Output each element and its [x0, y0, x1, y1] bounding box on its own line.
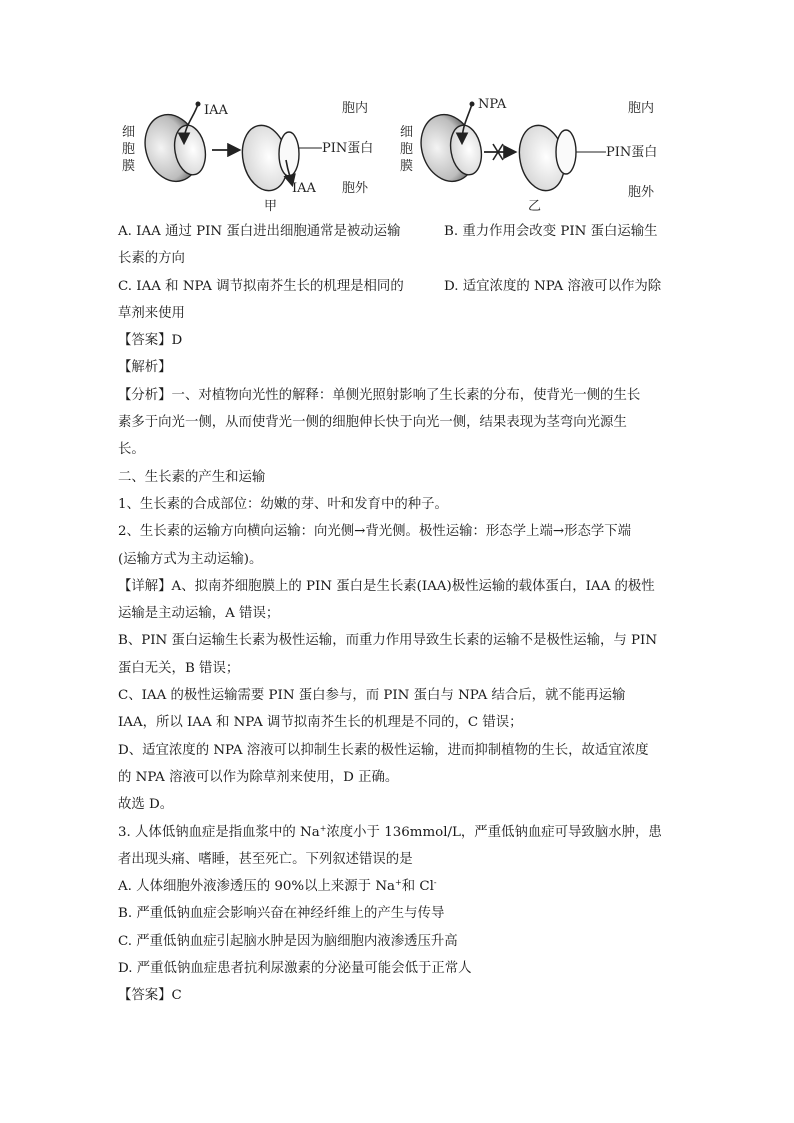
document-body	[118, 218, 678, 1010]
iaa-out-label: IAA	[292, 181, 316, 196]
analysis-line: C、IAA 的极性运输需要 PIN 蛋白参与，而 PIN 蛋白与 NPA 结合后，就不能再运输	[118, 688, 626, 704]
cell-pin-open-left	[237, 121, 299, 195]
option-b-line1: B. 重力作用会改变 PIN 蛋白运输生	[444, 224, 658, 239]
outside-label-left: 胞外	[342, 181, 369, 196]
option-d-line1: D. 适宜浓度的 NPA 溶液可以作为除	[444, 278, 662, 294]
analysis-line: 蛋白无关，B 错误；	[118, 660, 240, 676]
analysis-line: 1、生长素的合成部位：幼嫩的芽、叶和发育中的种子。	[118, 496, 448, 512]
inside-label-right: 胞内	[628, 101, 655, 116]
pin-transport-figure	[110, 92, 690, 222]
analysis-line: 【详解】A、拟南芥细胞膜上的 PIN 蛋白是生长素(IAA)极性运输的载体蛋白，IAA 的极性	[118, 578, 655, 594]
iaa-in-label: IAA	[204, 103, 228, 118]
analysis-line: IAA，所以 IAA 和 NPA 调节拟南芥生长的机理是不同的，C 错误；	[118, 715, 523, 731]
membrane-label-char2-right: 胞	[400, 142, 414, 157]
cell-pin-closed-left	[137, 108, 209, 189]
pin-label-left: PIN蛋白	[322, 141, 374, 156]
q3-option-c: C. 严重低钠血症引起脑水肿是因为脑细胞内液渗透压升高	[118, 933, 458, 949]
caption-jia: 甲	[264, 199, 278, 214]
option-row-cd	[118, 273, 678, 300]
membrane-label-char3: 膜	[122, 159, 136, 174]
analysis-line: 运输是主动运输，A 错误；	[118, 606, 280, 622]
analysis-line: 的 NPA 溶液可以作为除草剂来使用，D 正确。	[118, 769, 399, 785]
option-a-line1: A. IAA 通过 PIN 蛋白进出细胞通常是被动运输	[118, 224, 401, 239]
q3-option-a: A. 人体细胞外液渗透压的 90%以上来源于 Na+和 Cl-	[118, 878, 437, 895]
option-c-line1: C. IAA 和 NPA 调节拟南芥生长的机理是相同的	[118, 278, 404, 294]
analysis-line: 素多于向光一侧，从而使背光一侧的细胞伸长快于向光一侧，结果表现为茎弯向光源生	[118, 415, 627, 431]
option-b-line2: 长素的方向	[118, 251, 185, 267]
analysis-line: 长。	[118, 442, 145, 458]
pin-label-right: PIN蛋白	[606, 145, 658, 160]
answer-q2: 【答案】D	[118, 333, 183, 349]
inside-label-left: 胞内	[342, 101, 369, 116]
analysis-line: B、PIN 蛋白运输生长素为极性运输，而重力作用导致生长素的运输不是极性运输，与 PIN	[118, 633, 658, 649]
analysis-line: 【分析】一、对植物向光性的解释：单侧光照射影响了生长素的分布，使背光一侧的生长	[118, 387, 641, 403]
membrane-label-char2: 胞	[122, 142, 136, 157]
membrane-label-char1-right: 细	[400, 125, 414, 140]
cell-pin-npa-bound	[413, 108, 485, 189]
q3-option-b: B. 严重低钠血症会影响兴奋在神经纤维上的产生与传导	[118, 906, 445, 922]
analysis-heading: 【解析】	[118, 360, 172, 376]
npa-label: NPA	[478, 97, 507, 112]
option-row-ab	[118, 218, 678, 245]
analysis-line: 2、生长素的运输方向横向运输：向光侧→背光侧。极性运输：形态学上端→形态学下端	[118, 524, 632, 540]
cell-pin-blocked-right	[514, 121, 576, 195]
caption-yi: 乙	[528, 199, 542, 214]
option-d-line2: 草剂来使用	[118, 305, 185, 321]
membrane-label-char3-right: 膜	[400, 159, 414, 174]
q3-stem-line1: 3. 人体低钠血症是指血浆中的 Na+浓度小于 136mmol/L，严重低钠血症可导致脑水肿，患	[118, 823, 662, 840]
answer-q3: 【答案】C	[118, 988, 182, 1004]
q3-stem-line2: 者出现头痛、嗜睡，甚至死亡。下列叙述错误的是	[118, 851, 413, 867]
analysis-line: D、适宜浓度的 NPA 溶液可以抑制生长素的极性运输，进而抑制植物的生长，故适宜浓度	[118, 742, 649, 758]
outside-label-right: 胞外	[628, 185, 655, 200]
analysis-line: (运输方式为主动运输)。	[118, 551, 263, 567]
q3-option-d: D. 严重低钠血症患者抗利尿激素的分泌量可能会低于正常人	[118, 961, 472, 977]
analysis-line: 故选 D。	[118, 797, 174, 813]
membrane-label-char1: 细	[122, 125, 136, 140]
analysis-lines	[118, 382, 678, 819]
analysis-line: 二、生长素的产生和运输	[118, 469, 266, 485]
